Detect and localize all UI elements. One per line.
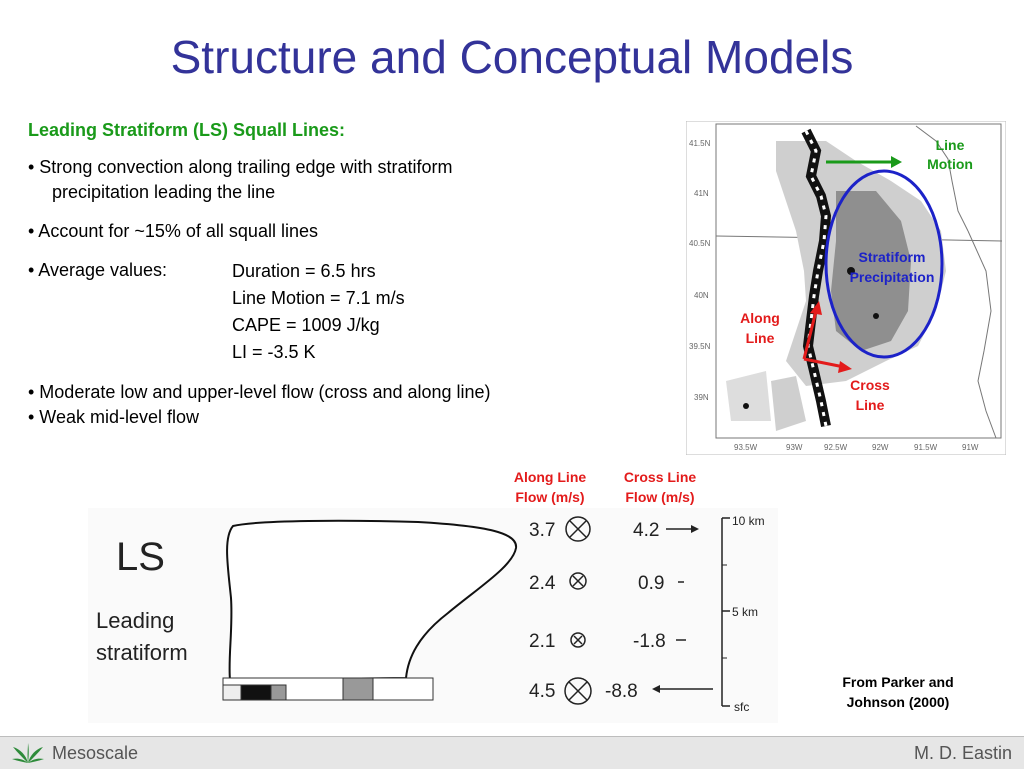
cross-value: -8.8 [605, 681, 638, 702]
bullet-account: • Account for ~15% of all squall lines [28, 221, 318, 241]
lon-label: 91.5W [914, 443, 938, 452]
bullet-moderate-flow: • Moderate low and upper-level flow (cross and along line) [28, 382, 491, 402]
average-values-list [232, 258, 405, 366]
lon-label: 93W [786, 443, 803, 452]
section-heading: Leading Stratiform (LS) Squall Lines: [28, 120, 346, 140]
lat-label: 40N [694, 291, 709, 300]
body-text [28, 120, 668, 430]
stratiform-label-2: Precipitation [849, 269, 935, 285]
ls-conceptual-figure [88, 508, 778, 723]
credit-line-1: From Parker and [842, 674, 954, 690]
along-value: 3.7 [529, 520, 556, 541]
height-label-sfc: sfc [734, 700, 750, 714]
bullet-weak-flow: • Weak mid-level flow [28, 407, 200, 427]
lat-label: 41.5N [689, 139, 711, 148]
bullet-convection-line2: precipitation leading the line [52, 182, 276, 202]
ls-label: LS [116, 535, 165, 579]
avg-line-motion: Line Motion = 7.1 m/s [232, 288, 405, 308]
along-flow-header [500, 467, 600, 507]
height-label-10km: 10 km [732, 514, 765, 528]
cross-value: -1.8 [633, 631, 666, 652]
along-line-label [728, 308, 792, 348]
bullet-average-values [28, 258, 668, 366]
cross-line-label-2: Line [855, 397, 885, 413]
height-label-5km: 5 km [732, 605, 759, 619]
lon-label: 92.5W [824, 443, 848, 452]
footer-author: M. D. Eastin [913, 743, 1012, 763]
credit-line-2: Johnson (2000) [846, 694, 950, 710]
line-motion-label [915, 136, 985, 174]
along-flow-header-2: Flow (m/s) [515, 489, 585, 505]
stratiform-label: stratiform [96, 640, 188, 665]
lon-label: 93.5W [734, 443, 758, 452]
bullet-convection-line1: • Strong convection along trailing edge with stratiform [28, 157, 453, 177]
cross-value: 0.9 [638, 573, 665, 594]
along-value: 4.5 [529, 681, 556, 702]
source-credit [818, 672, 978, 712]
footer-course-name: Mesoscale [52, 743, 139, 763]
stratiform-precip-label [832, 247, 952, 287]
cross-flow-header [610, 467, 710, 507]
along-value: 2.4 [529, 573, 556, 594]
cross-line-label-1: Cross [850, 377, 890, 393]
avg-li: LI = -3.5 K [232, 342, 316, 362]
average-values-label: • Average values: [28, 260, 168, 280]
leaf-logo-icon [10, 741, 46, 765]
footer-bar [0, 736, 1024, 769]
line-motion-label-2: Motion [927, 156, 973, 172]
slide-title: Structure and Conceptual Models [170, 31, 854, 83]
along-line-label-1: Along [740, 310, 780, 326]
leading-label: Leading [96, 608, 175, 633]
lat-label: 41N [694, 189, 709, 198]
avg-cape: CAPE = 1009 J/kg [232, 315, 380, 335]
avg-duration: Duration = 6.5 hrs [232, 261, 376, 281]
lat-label: 40.5N [689, 239, 711, 248]
along-value: 2.1 [529, 631, 556, 652]
stratiform-label-1: Stratiform [858, 249, 926, 265]
along-flow-header-1: Along Line [513, 469, 587, 485]
lat-label: 39N [694, 393, 709, 402]
bullet-convection [28, 155, 668, 205]
cross-value: 4.2 [633, 520, 660, 541]
lon-label: 91W [962, 443, 979, 452]
cross-flow-header-1: Cross Line [623, 469, 697, 485]
along-line-label-2: Line [745, 330, 775, 346]
lon-label: 92W [872, 443, 889, 452]
cross-flow-header-2: Flow (m/s) [625, 489, 695, 505]
line-motion-label-1: Line [935, 137, 965, 153]
cross-line-label [838, 375, 902, 415]
lat-label: 39.5N [689, 342, 711, 351]
